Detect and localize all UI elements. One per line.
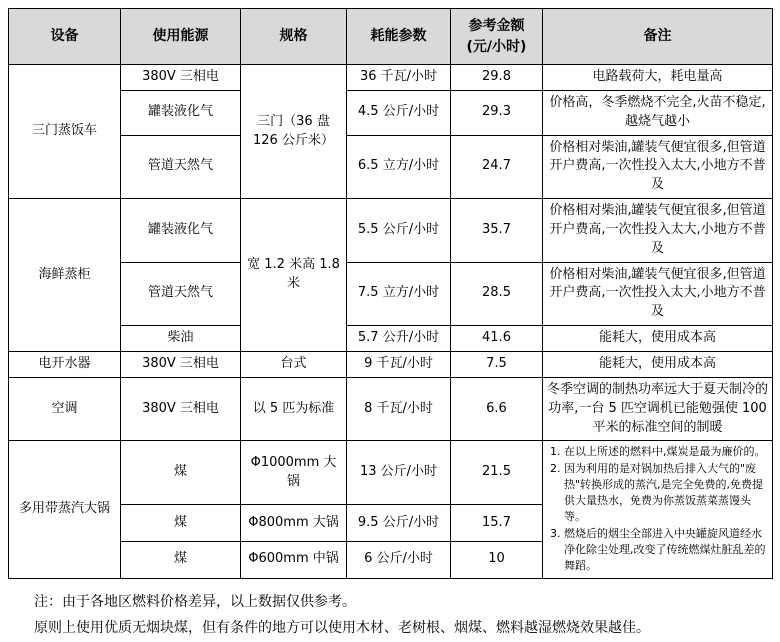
cell-spec: 台式 — [241, 351, 347, 377]
table-row — [9, 90, 773, 135]
cell-energy: 煤 — [121, 441, 241, 505]
cell-consumption: 5.7 公升/小时 — [347, 326, 451, 352]
table-row — [9, 65, 773, 91]
column-header-spec: 规格 — [241, 9, 347, 65]
cell-consumption: 13 公斤/小时 — [347, 441, 451, 505]
column-header-amount — [451, 9, 543, 65]
cell-energy: 380V 三相电 — [121, 351, 241, 377]
cell-energy: 管道天然气 — [121, 135, 241, 199]
table-row — [9, 377, 773, 441]
column-header-note: 备注 — [543, 9, 773, 65]
cell-energy: 煤 — [121, 541, 241, 578]
cell-consumption: 6 公斤/小时 — [347, 541, 451, 578]
note-list-item: 1. 在以上所述的燃料中,煤炭是最为廉价的。 — [564, 444, 768, 460]
cell-device: 多用带蒸汽大锅 — [9, 441, 121, 579]
cell-device: 空调 — [9, 377, 121, 441]
column-header-amount-line2: (元/小时) — [466, 38, 527, 55]
table-body — [9, 65, 773, 579]
cell-note: 价格相对柴油,罐装气便宜很多,但管道开户费高,一次性投入太大,小地方不普及 — [543, 262, 773, 326]
cell-spec: Φ1000mm 大锅 — [241, 441, 347, 505]
table-row — [9, 441, 773, 505]
cell-amount: 41.6 — [451, 326, 543, 352]
note-list — [547, 444, 768, 574]
cell-energy: 罐装液化气 — [121, 90, 241, 135]
cell-amount: 28.5 — [451, 262, 543, 326]
cell-device: 三门蒸饭车 — [9, 65, 121, 199]
cell-amount: 10 — [451, 541, 543, 578]
cell-energy: 380V 三相电 — [121, 377, 241, 441]
cell-consumption: 6.5 立方/小时 — [347, 135, 451, 199]
cell-note: 冬季空调的制热功率远大于夏天制冷的功率,一台 5 匹空调机已能勉强使 100 平米的标准空间的制暖 — [543, 377, 773, 441]
cell-amount: 15.7 — [451, 505, 543, 542]
cell-energy: 管道天然气 — [121, 262, 241, 326]
column-header-energy: 使用能源 — [121, 9, 241, 65]
cell-consumption: 5.5 公斤/小时 — [347, 199, 451, 263]
cell-note — [543, 441, 773, 579]
cell-consumption: 9 千瓦/小时 — [347, 351, 451, 377]
cell-amount: 7.5 — [451, 351, 543, 377]
cell-amount: 29.8 — [451, 65, 543, 91]
cell-note: 价格相对柴油,罐装气便宜很多,但管道开户费高,一次性投入太大,小地方不普及 — [543, 199, 773, 263]
table-row — [9, 326, 773, 352]
note-list-item: 2. 因为利用的是对锅加热后排入大气的"废热"转换形成的蒸汽,是完全免费的,免费提供大量热水，免费为你蒸饭蒸菜蒸馒头等。 — [564, 461, 768, 525]
cell-note: 价格相对柴油,罐装气便宜很多,但管道开户费高,一次性投入太大,小地方不普及 — [543, 135, 773, 199]
cell-amount: 35.7 — [451, 199, 543, 263]
footer-note-line-1: 注：由于各地区燃料价格差异，以上数据仅供参考。 — [34, 593, 356, 610]
cell-energy: 煤 — [121, 505, 241, 542]
cell-spec: Φ600mm 中锅 — [241, 541, 347, 578]
note-list-item: 3. 燃烧后的烟尘全部进入中央罐旋风道经水净化除尘处理,改变了传统燃煤灶脏乱差的舞蹈。 — [564, 526, 768, 574]
cell-consumption: 36 千瓦/小时 — [347, 65, 451, 91]
table-row — [9, 199, 773, 263]
column-header-device: 设备 — [9, 9, 121, 65]
cell-note: 价格高，冬季燃烧不完全,火苗不稳定,越烧气越小 — [543, 90, 773, 135]
cell-spec: 以 5 匹为标准 — [241, 377, 347, 441]
energy-consumption-table — [8, 8, 773, 579]
cell-device: 电开水器 — [9, 351, 121, 377]
cell-spec: 宽 1.2 米高 1.8 米 — [241, 199, 347, 352]
cell-amount: 6.6 — [451, 377, 543, 441]
table-header-row — [9, 9, 773, 65]
cell-note: 能耗大，使用成本高 — [543, 351, 773, 377]
cell-consumption: 9.5 公斤/小时 — [347, 505, 451, 542]
cell-device: 海鲜蒸柜 — [9, 199, 121, 352]
column-header-consumption: 耗能参数 — [347, 9, 451, 65]
table-row — [9, 351, 773, 377]
cell-spec: Φ800mm 大锅 — [241, 505, 347, 542]
cell-note: 电路载荷大，耗电量高 — [543, 65, 773, 91]
cell-consumption: 7.5 立方/小时 — [347, 262, 451, 326]
cell-amount: 21.5 — [451, 441, 543, 505]
table-header — [9, 9, 773, 65]
table-row — [9, 135, 773, 199]
footer-notes — [8, 589, 772, 642]
column-header-amount-line1: 参考金额 — [468, 18, 525, 35]
cell-spec: 三门（36 盘 126 公斤米） — [241, 65, 347, 199]
cell-note: 能耗大，使用成本高 — [543, 326, 773, 352]
cell-amount: 29.3 — [451, 90, 543, 135]
cell-amount: 24.7 — [451, 135, 543, 199]
cell-energy: 罐装液化气 — [121, 199, 241, 263]
cell-consumption: 8 千瓦/小时 — [347, 377, 451, 441]
footer-note-line-2: 原则上使用优质无烟块煤，但有条件的地方可以使用木材、老树根、烟煤、燃料越湿燃烧效果越佳。 — [34, 620, 650, 637]
cell-consumption: 4.5 公斤/小时 — [347, 90, 451, 135]
table-row — [9, 262, 773, 326]
cell-energy: 380V 三相电 — [121, 65, 241, 91]
cell-energy: 柴油 — [121, 326, 241, 352]
